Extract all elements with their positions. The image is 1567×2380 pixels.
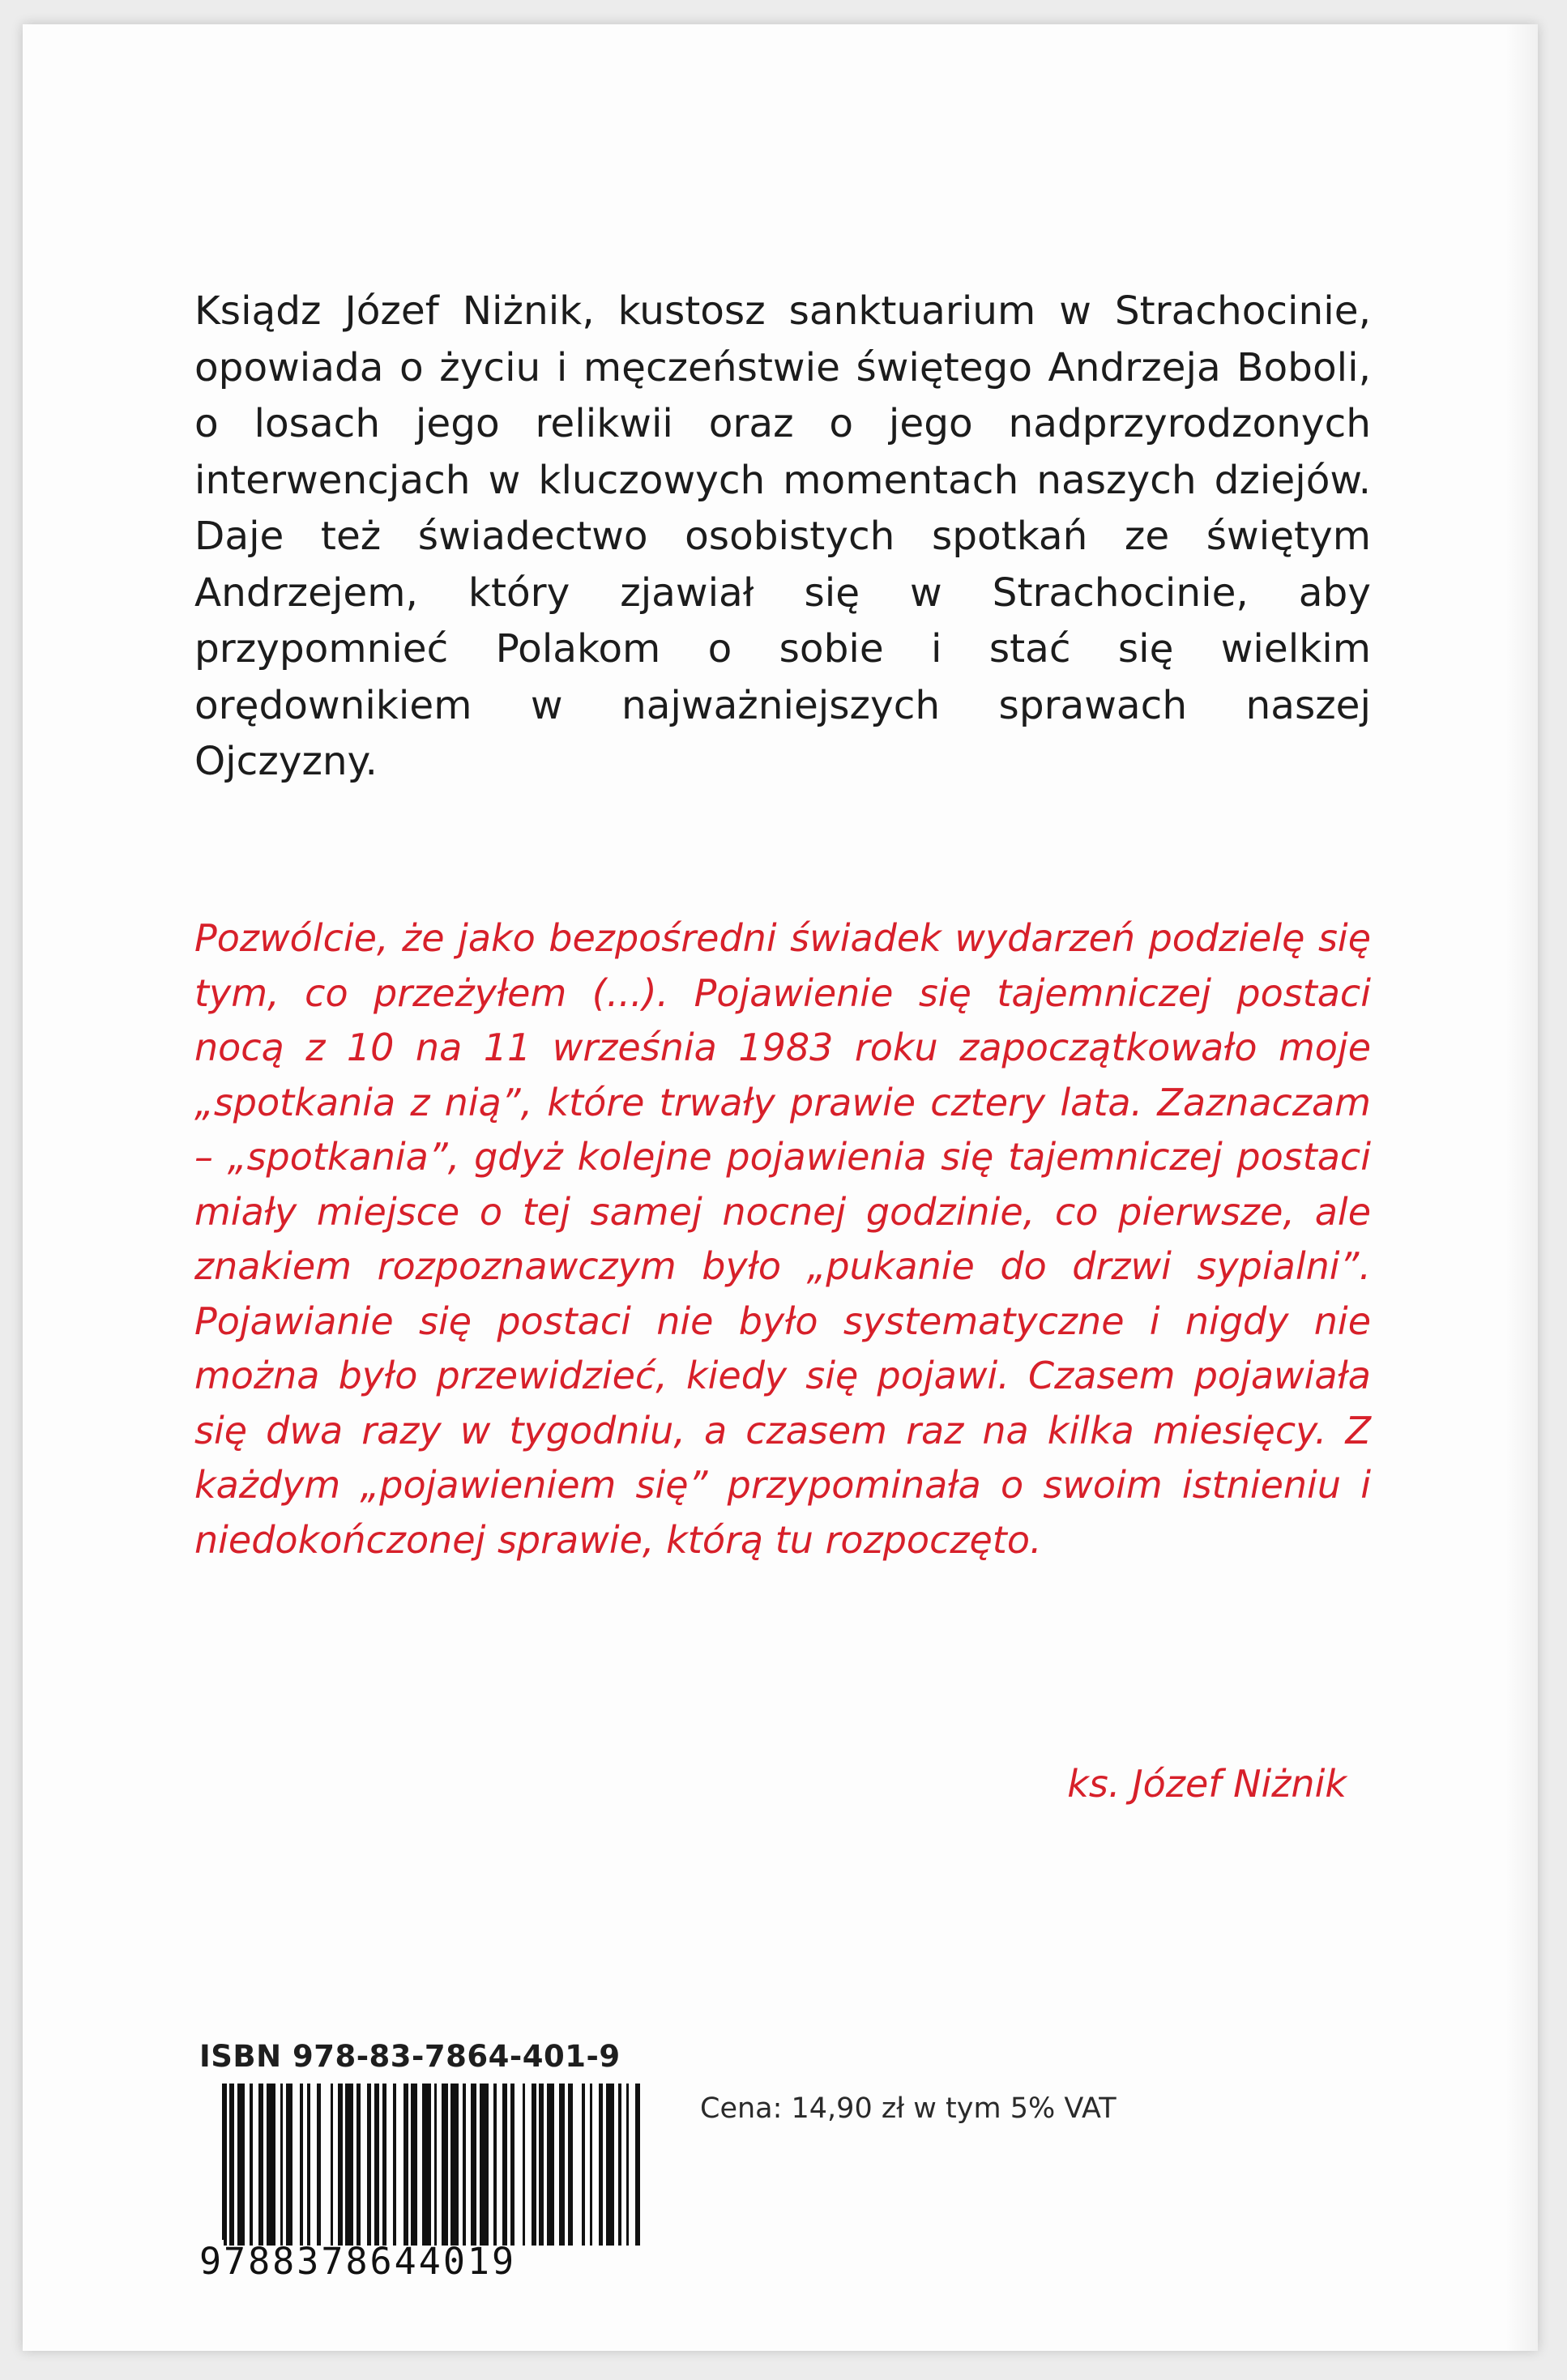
- barcode-bar: [386, 2084, 393, 2246]
- barcode-bar: [559, 2084, 566, 2246]
- barcode-bar: [592, 2084, 599, 2246]
- barcode-digits: [199, 2240, 653, 2283]
- barcode-bar: [310, 2084, 317, 2246]
- barcode-bar: [422, 2084, 431, 2246]
- barcode-bar: [640, 2084, 643, 2246]
- author-quote: Pozwólcie, że jako bezpośredni świadek wydarzeń podzielę się tym, co przeżyłem (...). Pojawienie się tajemniczej postaci nocą z 10 na 11 września 1983 roku zapoczątkowało moje „spotkania z nią”, które trwały prawie cztery lata. Zaznaczam – „spotkania”, gdyż kolejne pojawienia się tajemniczej postaci miały miejsce o tej samej nocnej godzinie, co pierwsze, ale znakiem rozpoznawczym było „pukanie do drzwi sypialni”. Pojawianie się postaci nie było systematyczne i nigdy nie można było przewidzieć, kiedy się pojawi. Czasem pojawiała się dwa razy w tygodniu, a czasem raz na kilka miesięcy. Z każdym „pojawieniem się” przypominała o swoim istnieniu i niedokończonej sprawie, którą tu rozpoczęto.: [194, 916, 1371, 1562]
- barcode-bar: [345, 2084, 352, 2246]
- barcode-bar: [411, 2084, 417, 2246]
- barcode: [199, 2084, 655, 2283]
- isbn-label: ISBN 978-83-7864-401-9: [199, 2039, 621, 2074]
- barcode-bar: [480, 2084, 489, 2246]
- price-label: Cena: 14,90 zł w tym 5% VAT: [700, 2092, 1117, 2125]
- barcode-bar: [321, 2084, 330, 2246]
- barcode-lead-digit: 9: [199, 2240, 224, 2283]
- barcode-bar: [237, 2084, 245, 2246]
- barcode-bars: [222, 2084, 643, 2246]
- barcode-bar: [267, 2084, 275, 2246]
- book-description: Ksiądz Józef Niżnik, kustosz sanktuarium w Strachocinie, opowiada o życiu i męczeństwie świętego Andrzeja Boboli, o losach jego relikwii oraz o jego nadprzyrodzonych interwencjach w kluczowych momentach naszych dziejów. Daje też świadectwo osobistych spotkań ze świętym Andrzejem, który zjawiał się w Strachocinie, aby przypomnieć Polakom o sobie i stać się wielkim orędownikiem w najważniejszych sprawach naszej Ojczyzny.: [194, 288, 1371, 784]
- barcode-bar: [629, 2084, 635, 2246]
- barcode-bar: [497, 2084, 503, 2246]
- barcode-bar: [573, 2084, 582, 2246]
- barcode-bar: [450, 2084, 458, 2246]
- barcode-bar: [253, 2084, 259, 2246]
- barcode-bar: [515, 2084, 522, 2246]
- barcode-bar: [361, 2084, 367, 2246]
- barcode-bar: [396, 2084, 403, 2246]
- book-back-cover: [23, 24, 1538, 2351]
- barcode-bar: [547, 2084, 554, 2246]
- barcode-bar: [471, 2084, 477, 2246]
- barcode-bar: [292, 2084, 300, 2246]
- barcode-bar: [442, 2084, 448, 2246]
- barcode-bar: [286, 2084, 292, 2246]
- barcode-bar: [606, 2084, 613, 2246]
- barcode-number: 788378644019: [224, 2240, 517, 2283]
- barcode-bar: [525, 2084, 532, 2246]
- quote-author: ks. Józef Niżnik: [1067, 1762, 1347, 1806]
